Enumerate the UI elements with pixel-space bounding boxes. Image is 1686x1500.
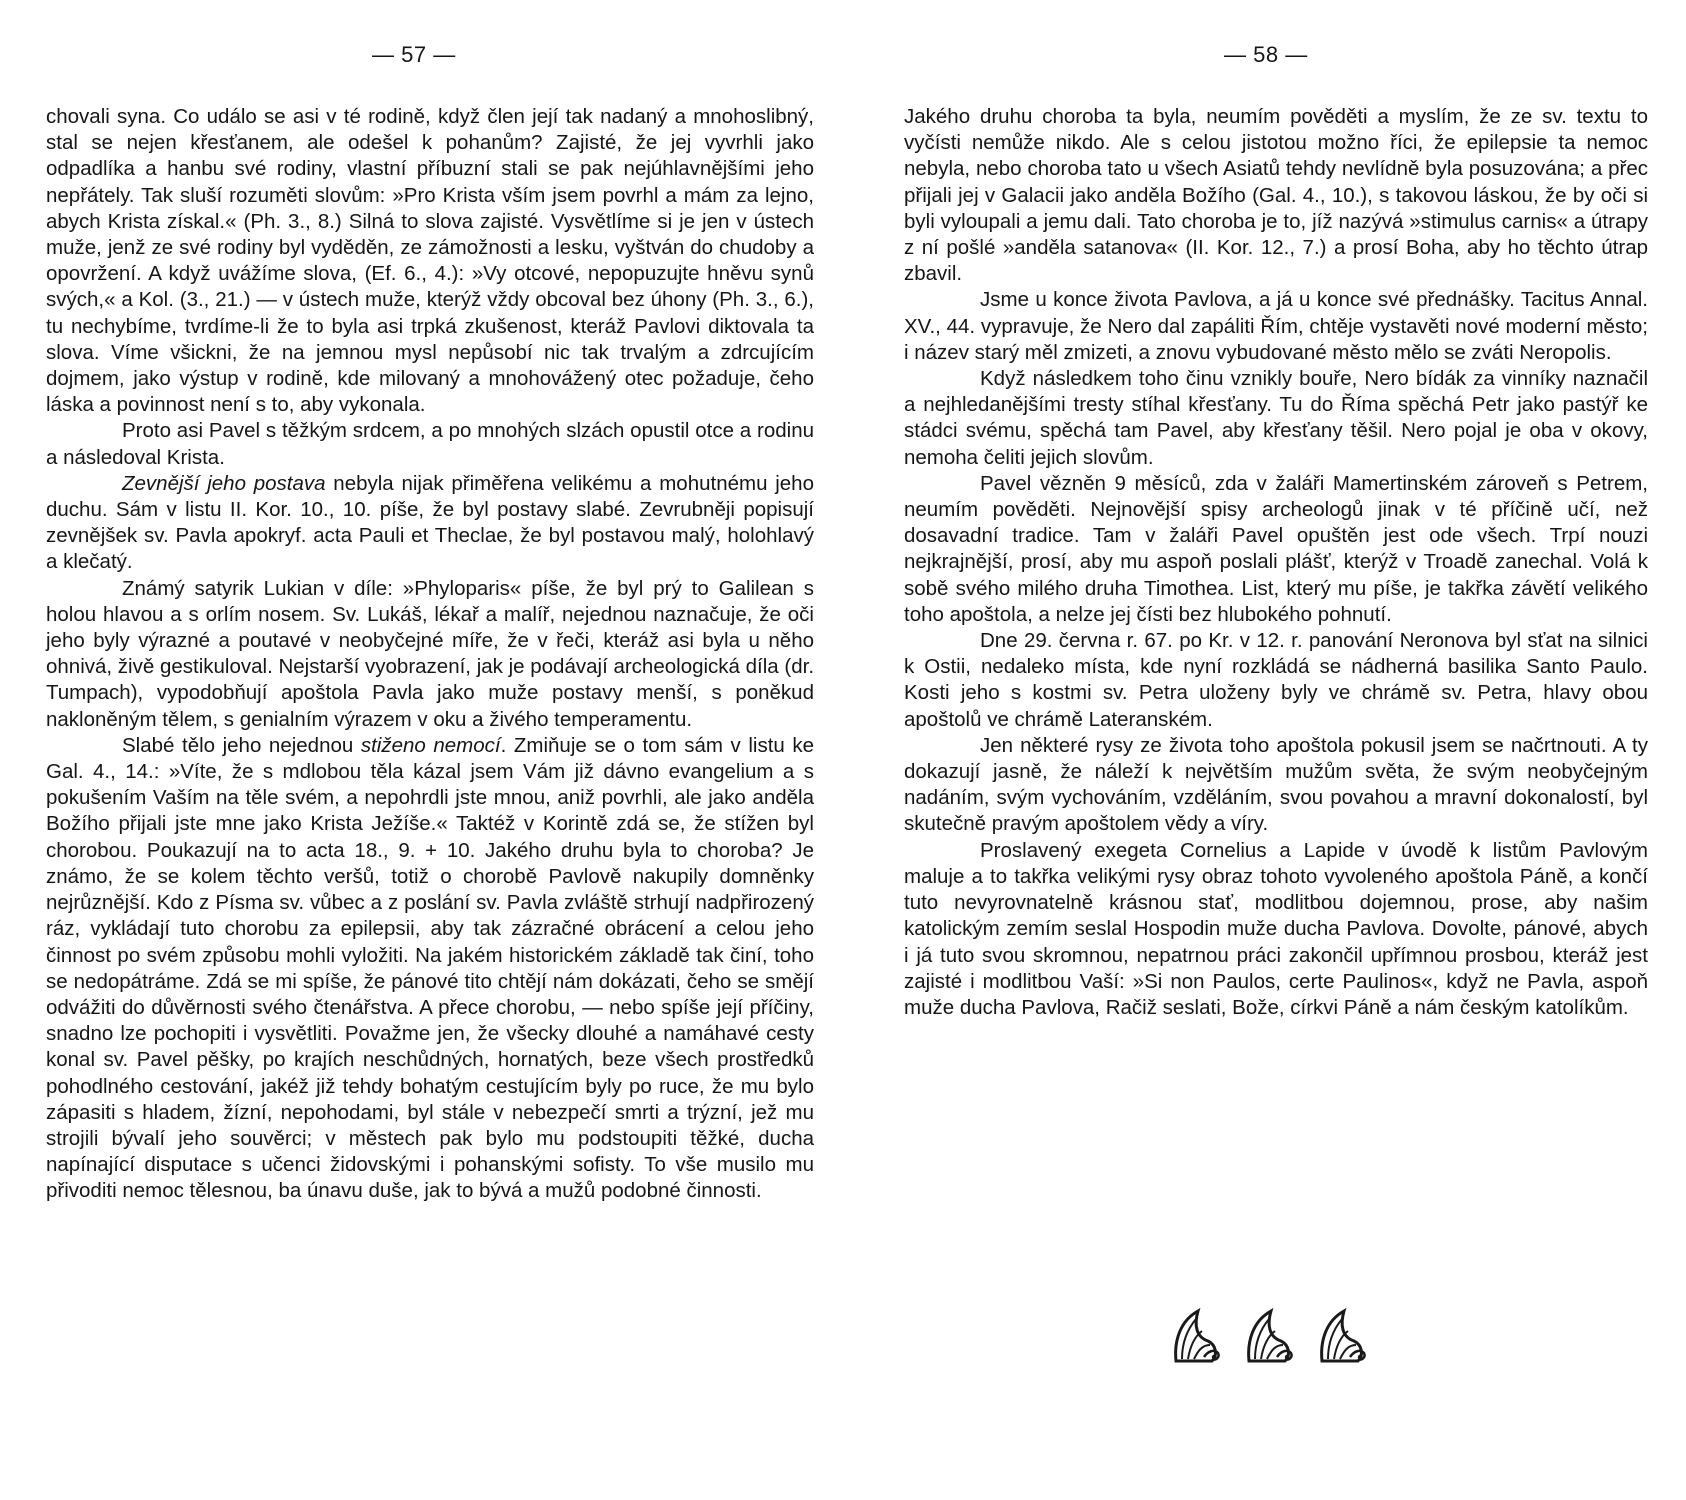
text-run: . Zmiňuje se o tom sám v listu ke Gal. 4., 14.: »Víte, že s mdlobou těla kázal jsem Vám již dávno evangelium a s pokušením Vaším na těle svém, a nepohrdli jste mnou, aniž povrhli, ale jako anděla Božího přijali jste mne jako Krista Ježíše.« Taktéž v Korintě zdá se, že stížen byl chorobou. Poukazují na to acta 18., 9. + 10. Jakého druhu byla to choroba? Je známo, že se kolem těchto veršů, totiž o chorobě Pavlově nakupily domněnky nejrůznější. Kdo z Písma sv. vůbec a z poslání sv. Pavla zvláště strhují nadpřirozený ráz, vykládají tuto chorobu za epilepsii, aby tak zázračné obrácení a celou jeho činnost po svém způsobu mohli vyložiti. Na jakém historickém základě tak činí, toho se nedopátráme. Zdá se mi spíše, že pánové tito chtějí nám dokázati, čeho se smějí odvážiti do důvěrnosti svého čtenářstva. A přece chorobu, — nebo spíše její příčiny, snadno lze pochopiti i vysvětliti. Považme jen, že všecky dlouhé a namáhavé cesty konal sv. Pavel pěšky, po krajích neschůdných, hornatých, beze všech prostředků pohodlného cestování, jakéž již tehdy bohatým cestujícím byly po ruce, že mu bylo zápasiti s hladem, žízní, nepohodami, byl stále v nebezpečí smrti a trýzní, jež mu strojili bývalí jeho souvěrci; v městech pak bylo mu podstoupiti těžké, ducha napínající disputace s učenci židovskými i pohanskými sofisty. To vše musilo mu přivoditi nemoc tělesnou, ba únavu duše, jak to bývá a mužů podobné činnosti. (46, 733, 815, 1203)
paragraph (904, 287, 1648, 366)
paragraph (46, 471, 814, 576)
text-run: nebyla nijak přiměřena velikému a mohutnému jeho duchu. Sám v listu II. Kor. 10., 10. píše, že byl postavy slabé. Zevrubněji popisují zevnějšek sv. Pavla apokryf. acta Pauli et Theclae, že byl postavou malý, holohlavý a klečatý. (46, 471, 814, 574)
text-run: Jen některé rysy ze života toho apoštola pokusil jsem se načrtnouti. A ty dokazují jasně, že náleží k největším mužům světa, že svým neobyčejným nadáním, svým vychováním, vzděláním, svou povahou a mravní dokonalostí, byl skutečně pravým apoštolem vědy a víry. (904, 733, 1648, 836)
text-run: Slabé tělo jeho nejednou (122, 733, 361, 757)
paragraph (904, 628, 1648, 733)
italic-phrase: Zevnější jeho postava (122, 471, 326, 495)
italic-phrase: stiženo nemocí (360, 733, 501, 757)
left-text-column (46, 104, 814, 1205)
page-number: — 58 — (1224, 42, 1308, 67)
paragraph (904, 366, 1648, 471)
text-run: Dne 29. června r. 67. po Kr. v 12. r. panování Neronova byl sťat na silnici k Ostii, nedaleko místa, kde nyní rozkládá se nádherná basilika Santo Paulo. Kosti jeho s kostmi sv. Petra uloženy byly ve chrámě sv. Petra, hlavy obou apoštolů ve chrámě Lateranském. (904, 629, 1648, 731)
leaf-ornament-icon (1168, 1307, 1222, 1367)
paragraph (904, 471, 1648, 628)
text-run: Známý satyrik Lukian v díle: »Phyloparis« píše, že byl prý to Galilean s holou hlavou a s orlím nosem. Sv. Lukáš, lékař a malíř, nejednou naznačuje, že oči jeho byly výrazné a poutavé v neobyčejné míře, že v řeči, kteráž asi byla u něho ohnivá, živě gestikuloval. Nejstarší vyobrazení, jak je podávají archeologická díla (dr. Tumpach), vypodobňují apoštola Pavla jako muže postavy menší, s poněkud nakloněným tělem, s genialním výrazem v oku a živého temperamentu. (46, 576, 815, 731)
text-run: Pavel vězněn 9 měsíců, zda v žaláři Mamertinském zároveň s Petrem, neumím pověděti. Nejnovější spisy archeologů jinak v té příčině učí, než dosavadní tradice. Tam v žaláři Pavel opuštěn jest ode všech. Trpí nouzi nejkrajnější, prosí, aby mu aspoň poslali plášť, kterýž v Troadě zanechal. Volá k sobě svého milého druha Timothea. List, který mu píše, je takřka závětí velikého toho apoštola, a nelze jej čísti bez hlubokého pohnutí. (904, 471, 1648, 626)
right-text-column (904, 104, 1648, 1021)
text-run: Proto asi Pavel s těžkým srdcem, a po mnohých slzách opustil otce a rodinu a následoval Krista. (46, 419, 814, 469)
paragraph (904, 838, 1648, 1021)
page-number: — 57 — (372, 42, 456, 67)
paragraph (46, 104, 814, 418)
text-run: Když následkem toho činu vznikly bouře, Nero bídák za vinníky naznačil a nejhledanějšími tresty stíhal křesťany. Tu do Říma spěchá Petr jako pastýř ke stádci svému, spěchá tam Pavel, aby křesťany těšil. Nero pojal je oba v okovy, nemoha čeliti jejich slovům. (904, 367, 1648, 469)
text-run: chovali syna. Co událo se asi v té rodině, když člen její tak nadaný a mnohoslibný, stal se nejen křesťanem, ale odešel k pohanům? Zajisté, že jej vyvrhli jako odpadlíka a hanbu své rodiny, vlastní příbuzní stali se pak nejúhlavnějšími jeho nepřátely. Tak sluší rozuměti slovům: »Pro Krista vším jsem povrhl a mám za lejno, abych Krista získal.« (Ph. 3., 8.) Silná to slova zajisté. Vysvětlíme si je jen v ústech muže, jenž ze své rodiny byl vyděděn, ze zámožnosti a lesku, vyštván do chudoby a opovržení. A když uvážíme slova, (Ef. 6., 4.): »Vy otcové, nepopuzujte hněvu synů svých,« a Kol. (3., 21.) — v ústech muže, kterýž vždy obcoval bez úhony (Ph. 3., 6.), tu nechybíme, tvrdíme-li že to byla asi trpká zkušenost, kteráž Pavlovi diktovala ta slova. Víme všickni, že na jemnou mysl nepůsobí nic tak trvalým a zdrcujícím dojmem, jako výstup v rodině, kde milovaný a mnohovážený otec požaduje, čeho láska a povinnost není s to, aby vykonala. (46, 105, 814, 417)
ornament-row (1168, 1302, 1368, 1372)
text-run: Jakého druhu choroba ta byla, neumím pověděti a myslím, že ze sv. textu to vyčísti nemůže nikdo. Ale s celou jistotou možno říci, že epilepsie ta nemoc nebyla, nebo choroba tato u všech Asiatů tehdy nevlídně byla posuzována; a přec přijali jej v Galacii jako anděla Božího (Gal. 4., 10.), s takovou láskou, že by oči si byli vyloupali a jemu dali. Tato choroba je to, jíž nazývá »stimulus carnis« a útrapy z ní pošlé »anděla satanova« (II. Kor. 12., 7.) a prosí Boha, aby ho těchto útrap zbavil. (904, 105, 1648, 286)
text-run: Jsme u konce života Pavlova, a já u konce své přednášky. Tacitus Annal. XV., 44. vypravuje, že Nero dal zapáliti Řím, chtěje vystavěti nové moderní město; i název starý měl zmizeti, a znovu vybudované město mělo se zváti Neropolis. (904, 288, 1648, 364)
leaf-ornament-icon (1314, 1307, 1368, 1367)
paragraph (46, 576, 814, 733)
leaf-ornament-icon (1241, 1307, 1295, 1367)
paragraph (46, 733, 814, 1205)
paragraph (904, 104, 1648, 287)
paragraph (46, 418, 814, 470)
text-run: Proslavený exegeta Cornelius a Lapide v úvodě k listům Pavlovým maluje a to takřka velikými rysy obraz tohoto vyvoleného apoštola Páně, a končí tuto nevyrovnatelně krásnou stať, modlitbou dojemnou, prose, aby našim katolickým zemím seslal Hospodin muže ducha Pavlova. Dovolte, pánové, abych i já tuto svou skromnou, nepatrnou práci zakončil upřímnou prosbou, kteráž jest zajisté i modlitbou Vaší: »Si non Paulos, certe Paulinos«, když ne Pavla, aspoň muže ducha Pavlova, Račiž seslati, Bože, církvi Páně a nám českým katolíkům. (904, 838, 1648, 1019)
paragraph (904, 733, 1648, 838)
